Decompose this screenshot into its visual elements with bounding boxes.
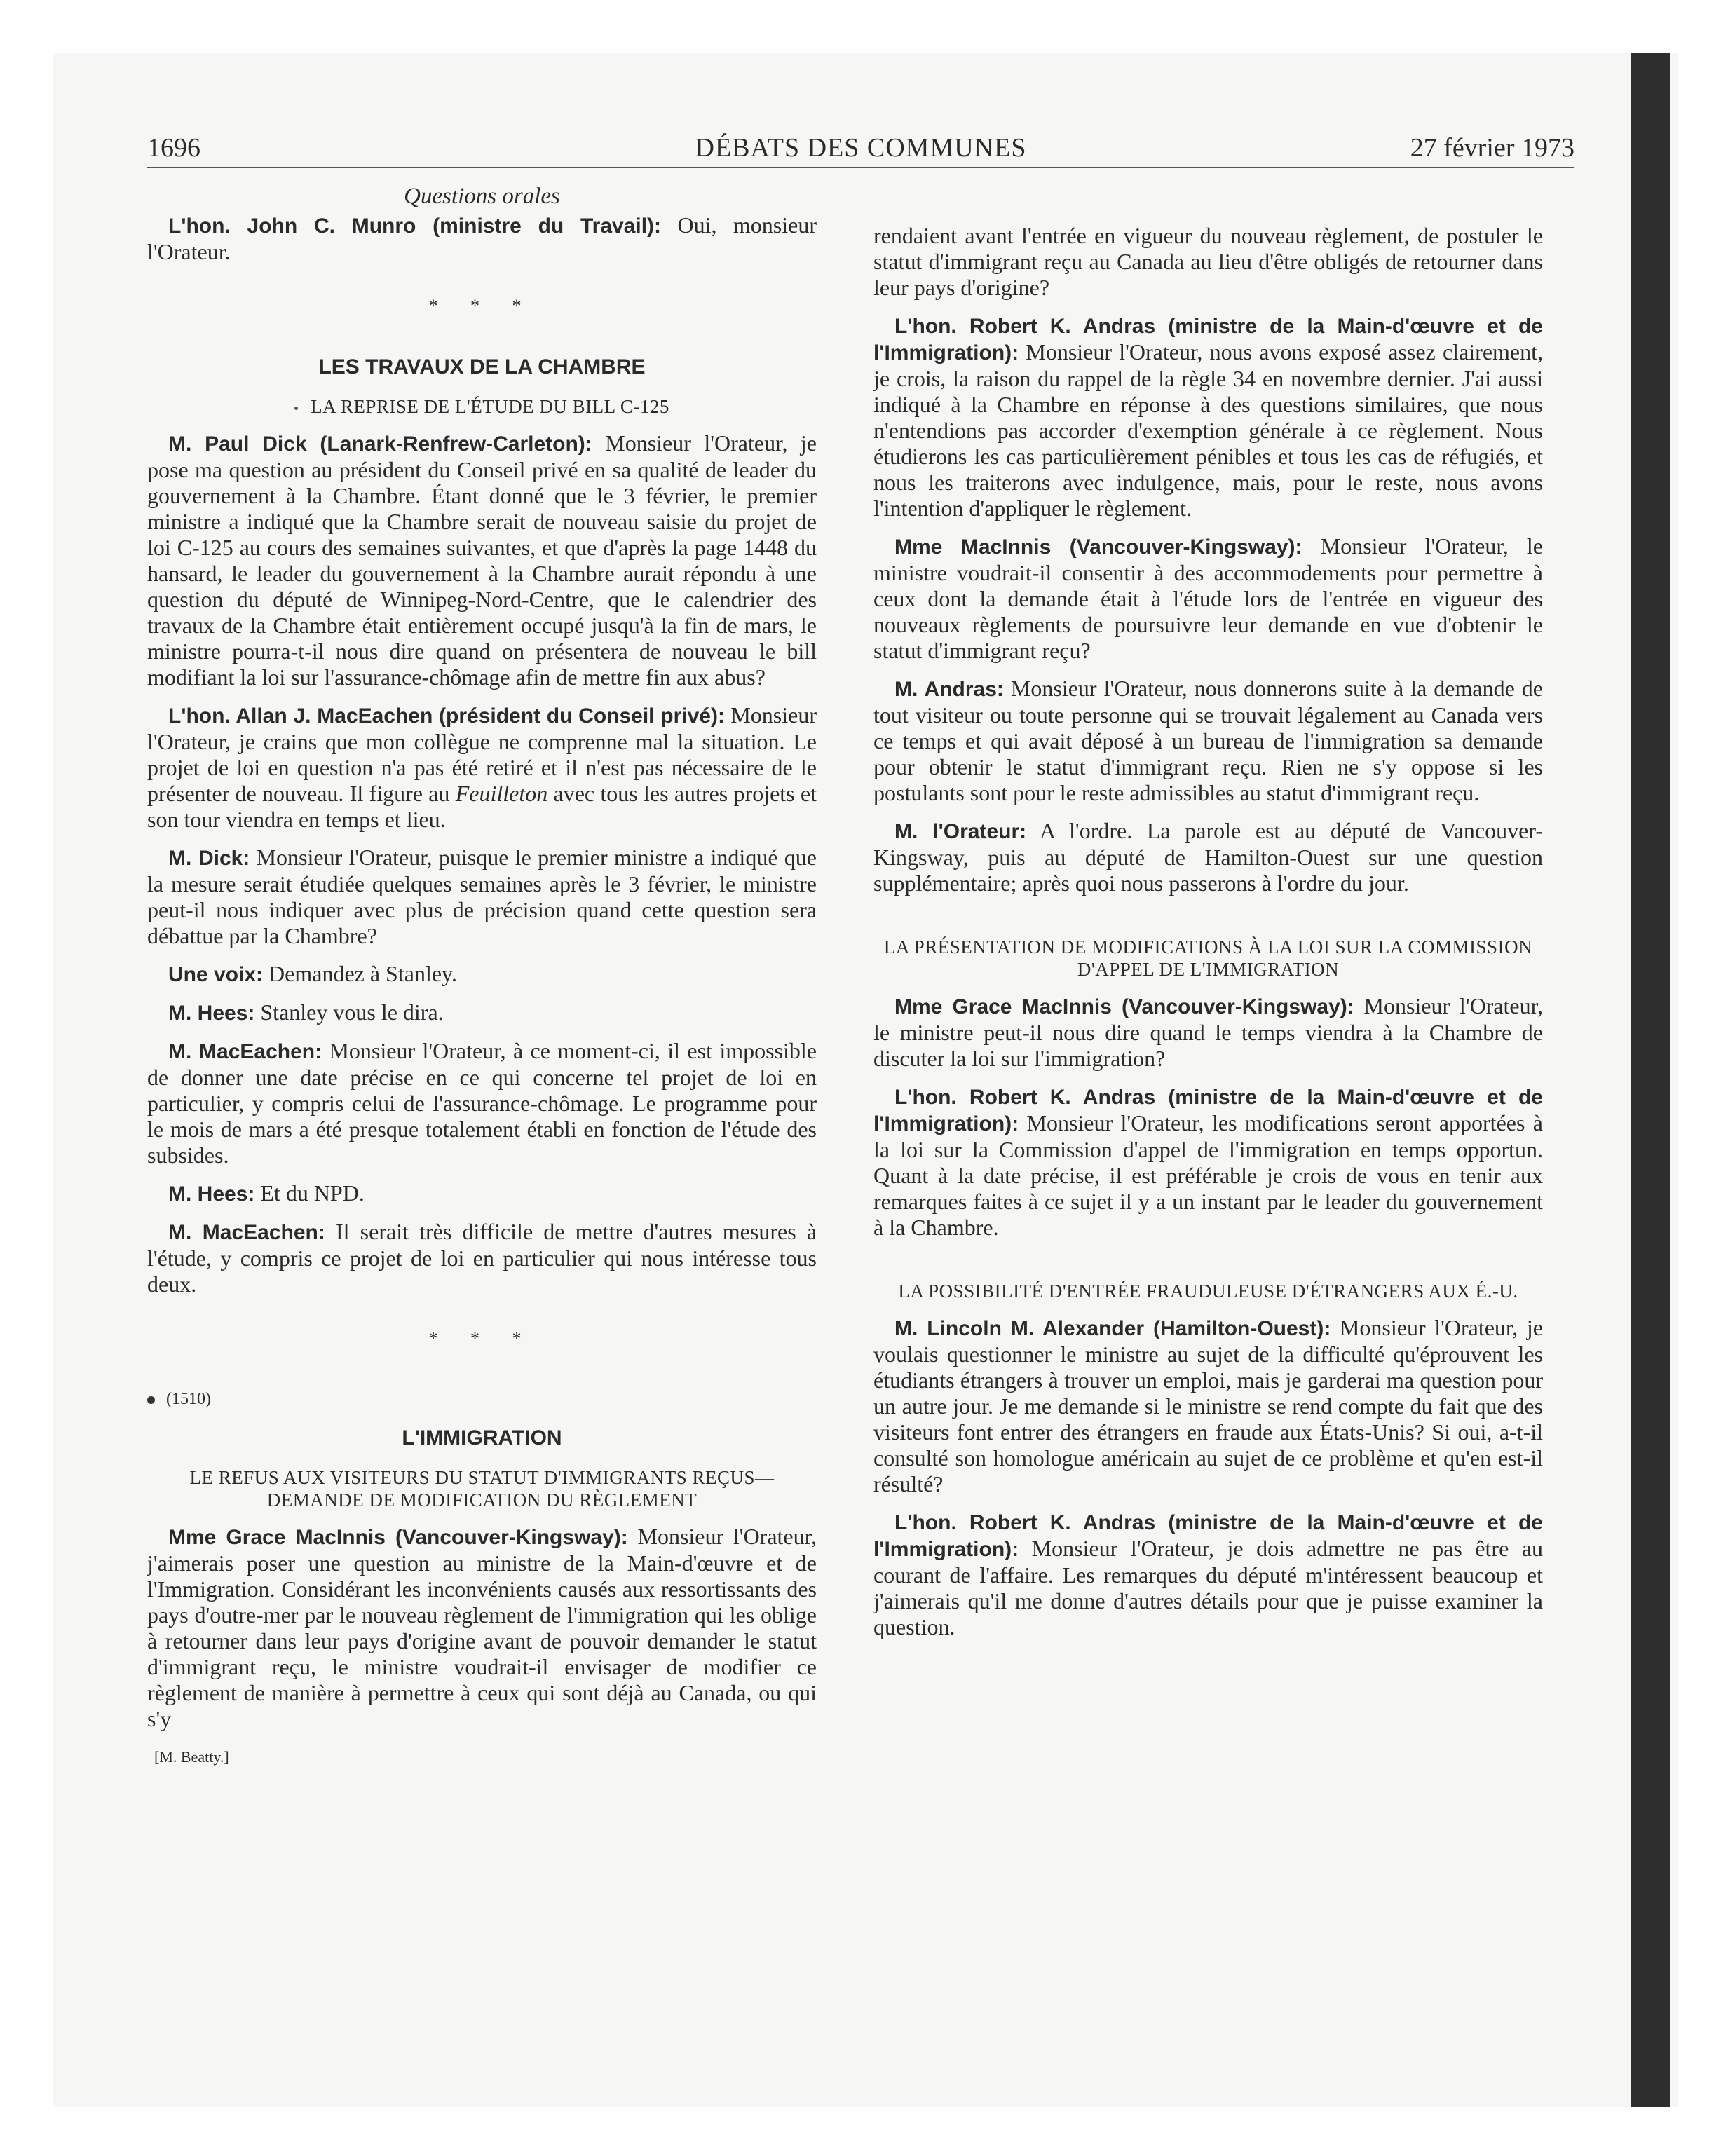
speech-text: Monsieur l'Orateur, le ministre peut-il nous dire quand le temps viendra à la Chambre de discuter la loi sur l'immigration? bbox=[873, 993, 1544, 1071]
speech-continuation bbox=[873, 223, 1543, 301]
speech bbox=[147, 1524, 817, 1732]
speech-text: Monsieur l'Orateur, nous avons exposé assez clairement, je crois, la raison du rappel de la règle 34 en novembre dernier. J'ai aussi indiqué à la Chambre en réponse à des questions similaires, que nous n'entendions pas accorder d'exemption générale à ce règlement. Nous étudierons les cas particulièrement pénibles et tous les cas de réfugiés, et nous les traiterons avec indulgence, mais, pour le reste, nous avons l'intention d'appliquer le règlement. bbox=[873, 339, 1543, 521]
speaker: M. Paul Dick (Lanark-Renfrew-Carleton): bbox=[168, 432, 592, 456]
speaker: M. Hees: bbox=[168, 1002, 255, 1025]
speech-text: Il serait très difficile de mettre d'autres mesures à l'étude, y compris ce projet de loi en particulier qui nous intéresse tous deux. bbox=[147, 1219, 817, 1297]
speech bbox=[147, 702, 817, 833]
speech bbox=[147, 1180, 817, 1207]
speech-text: Monsieur l'Orateur, je dois admettre ne pas être au courant de l'affaire. Les remarques du député m'intéressent beaucoup et j'aimerais qu'il me donne d'autres détails pour que je puisse examiner la question. bbox=[873, 1536, 1543, 1639]
speech-italic: Feuilleton bbox=[455, 781, 548, 806]
section-heading: L'IMMIGRATION bbox=[402, 1426, 562, 1449]
speech-text: Monsieur l'Orateur, je pose ma question au président du Conseil privé en sa qualité de leader du gouvernement à la Chambre. Étant donné que le 3 février, le premier ministre a indiqué que la Chambre serait de nouveau saisie du projet de loi C-125 au cours des semaines suivantes, et que d'après la page 1448 du hansard, le leader du gouvernement à la Chambre aurait répondu à une question du député de Winnipeg-Nord-Centre, que le calendrier des travaux de la Chambre était entièrement occupé jusqu'à la fin de mars, le ministre pourra-t-il nous dire quand on présentera de nouveau le bill modifiant la loi sur l'assurance-chômage afin de mettre fin aux abus? bbox=[147, 430, 817, 690]
left-column bbox=[147, 184, 817, 1770]
speech bbox=[147, 212, 817, 265]
subsection-heading: LA POSSIBILITÉ D'ENTRÉE FRAUDULEUSE D'ÉTRANGERS AUX É.-U. bbox=[898, 1281, 1518, 1302]
speech bbox=[873, 1315, 1543, 1497]
section-label: Questions orales bbox=[404, 184, 560, 209]
page-date: 27 février 1973 bbox=[1410, 133, 1574, 163]
speech-text: Monsieur l'Orateur, le ministre voudrait-il consentir à des accommodements pour permettre à ceux dont la demande était à l'étude lors de l'entrée en vigueur des nouveaux règlements de poursuivre leur demande en vue d'obtenir le statut d'immigrant reçu? bbox=[873, 533, 1543, 663]
speaker: L'hon. John C. Munro (ministre du Travail): bbox=[168, 214, 662, 238]
speech bbox=[147, 430, 817, 690]
speech-text: Monsieur l'Orateur, nous donnerons suite à la demande de tout visiteur ou toute personne qui se trouvait légalement au Canada vers ce temps et qui avait déposé à un bureau de l'immigration sa demande pour obtenir le statut d'immigrant reçu. Rien ne s'y oppose si les postulants sont pour le reste admissibles au statut d'immigrant reçu. bbox=[873, 676, 1544, 805]
speaker: L'hon. Robert K. Andras (ministre de la Main-d'œuvre et de l'Immigration): bbox=[873, 1086, 1543, 1135]
right-column bbox=[873, 223, 1543, 1652]
speaker: M. MacEachen: bbox=[168, 1040, 322, 1063]
section-heading: LES TRAVAUX DE LA CHAMBRE bbox=[318, 355, 646, 378]
speaker: M. Andras: bbox=[894, 678, 1004, 701]
speaker: M. Dick: bbox=[168, 847, 250, 870]
speech-text: Monsieur l'Orateur, puisque le premier ministre a indiqué que la mesure serait étudiée quelques semaines après le 3 février, le ministre peut-il nous indiquer avec plus de précision quand cette question sera débattue par la Chambre? bbox=[147, 845, 817, 948]
speech-text: avec tous les autres projets et son tour viendra en temps et lieu. bbox=[147, 781, 817, 832]
speech bbox=[147, 1219, 817, 1297]
timestamp: (1510) bbox=[147, 1386, 817, 1412]
speaker: L'hon. Allan J. MacEachen (président du Conseil privé): bbox=[168, 704, 725, 728]
bullet-icon bbox=[294, 407, 298, 410]
speech-text: Demandez à Stanley. bbox=[263, 961, 457, 986]
speaker: Mme Grace MacInnis (Vancouver-Kingsway): bbox=[168, 1526, 628, 1549]
binding-edge bbox=[1631, 53, 1670, 2107]
speech bbox=[873, 1509, 1543, 1640]
speech bbox=[873, 993, 1543, 1072]
speech bbox=[147, 999, 817, 1026]
speech bbox=[147, 1038, 817, 1168]
speech-text: Oui, monsieur l'Orateur. bbox=[147, 212, 817, 264]
speaker: Une voix: bbox=[168, 963, 264, 986]
speech-text: Monsieur l'Orateur, je voulais questionner le ministre au sujet de la difficulté qu'éprouvent les étudiants étrangers à trouver un emploi, mais je garderai ma question pour un autre jour. Je me demande si le ministre se rend compte du fait que des visiteurs font entrer des étrangers en fraude aux États-Unis? Si oui, a-t-il consulté son homologue américain au sujet de ce problème et qu'en est-il résulté? bbox=[873, 1315, 1544, 1496]
subsection-heading: LA PRÉSENTATION DE MODIFICATIONS À LA LOI SUR LA COMMISSION D'APPEL DE L'IMMIGRATION bbox=[883, 936, 1533, 980]
speech-text: Monsieur l'Orateur, j'aimerais poser une question au ministre de la Main-d'œuvre et de l'Immigration. Considérant les inconvénients causés aux ressortissants des pays d'outre-mer par le nouveau règlement de l'immigration qui les oblige à retourner dans leur pays d'origine avant de pouvoir demander le statut d'immigrant reçu, le ministre voudrait-il envisager de modifier ce règlement de manière à permettre à ceux qui sont déjà au Canada, ou qui s'y bbox=[147, 1524, 817, 1731]
speaker: M. l'Orateur: bbox=[894, 820, 1027, 843]
speaker: L'hon. Robert K. Andras (ministre de la Main-d'œuvre et de l'Immigration): bbox=[873, 1511, 1543, 1561]
page-header bbox=[147, 132, 1574, 168]
speaker: M. Hees: bbox=[168, 1182, 255, 1206]
speaker: Mme Grace MacInnis (Vancouver-Kingsway): bbox=[894, 995, 1354, 1018]
speech bbox=[873, 818, 1543, 896]
publication-title: DÉBATS DES COMMUNES bbox=[695, 133, 1027, 163]
speech-text: Monsieur l'Orateur, les modifications seront apportées à la loi sur la Commission d'appel de l'immigration en temps opportun. Quant à la date précise, il est préférable je crois de vous en tenir aux remarques faites à ce sujet il y a un instant par le leader du gouvernement à la Chambre. bbox=[873, 1110, 1543, 1240]
section-divider: * * * bbox=[428, 1328, 536, 1349]
speech-text: Et du NPD. bbox=[254, 1180, 365, 1206]
speech-text: Monsieur l'Orateur, à ce moment-ci, il est impossible de donner une date précise en ce qui concerne tel projet de loi en particulier, y compris celui de l'assurance-chômage. Le programme pour le mois de mars a été presque totalement établi en fonction de l'étude des subsides. bbox=[147, 1038, 817, 1168]
speech bbox=[873, 1084, 1543, 1241]
speech bbox=[873, 533, 1543, 664]
page-number: 1696 bbox=[147, 133, 200, 163]
speaker: Mme MacInnis (Vancouver-Kingsway): bbox=[894, 535, 1302, 559]
speech-text: Stanley vous le dira. bbox=[254, 999, 444, 1025]
subsection-heading: LA REPRISE DE L'ÉTUDE DU BILL C-125 bbox=[147, 395, 817, 418]
speaker: L'hon. Robert K. Andras (ministre de la Main-d'œuvre et de l'Immigration): bbox=[873, 315, 1543, 364]
speech bbox=[147, 961, 817, 988]
speech bbox=[873, 676, 1543, 806]
speech-text: rendaient avant l'entrée en vigueur du nouveau règlement, de postuler le statut d'immigrant reçu au Canada au lieu d'être obligés de retourner dans leur pays d'origine? bbox=[873, 223, 1543, 300]
speech bbox=[873, 313, 1543, 521]
subsection-heading: LE REFUS AUX VISITEURS DU STATUT D'IMMIGRANTS REÇUS—DEMANDE DE MODIFICATION DU RÈGLEMENT bbox=[189, 1467, 775, 1510]
speech bbox=[147, 845, 817, 949]
section-divider: * * * bbox=[428, 296, 536, 316]
footer-note: [M. Beatty.] bbox=[154, 1748, 229, 1766]
speech-text: A l'ordre. La parole est au député de Vancouver-Kingsway, puis au député de Hamilton-Ouest sur une question supplémentaire; après quoi nous passerons à l'ordre du jour. bbox=[873, 818, 1544, 896]
bullet-icon bbox=[147, 1396, 155, 1404]
speaker: M. MacEachen: bbox=[168, 1221, 325, 1244]
speaker: M. Lincoln M. Alexander (Hamilton-Ouest): bbox=[894, 1317, 1331, 1340]
speech-text: Monsieur l'Orateur, je crains que mon collègue ne comprenne mal la situation. Le projet de loi en question n'a pas été retiré et il n'est pas nécessaire de le présenter de nouveau. Il figure au bbox=[147, 702, 817, 806]
